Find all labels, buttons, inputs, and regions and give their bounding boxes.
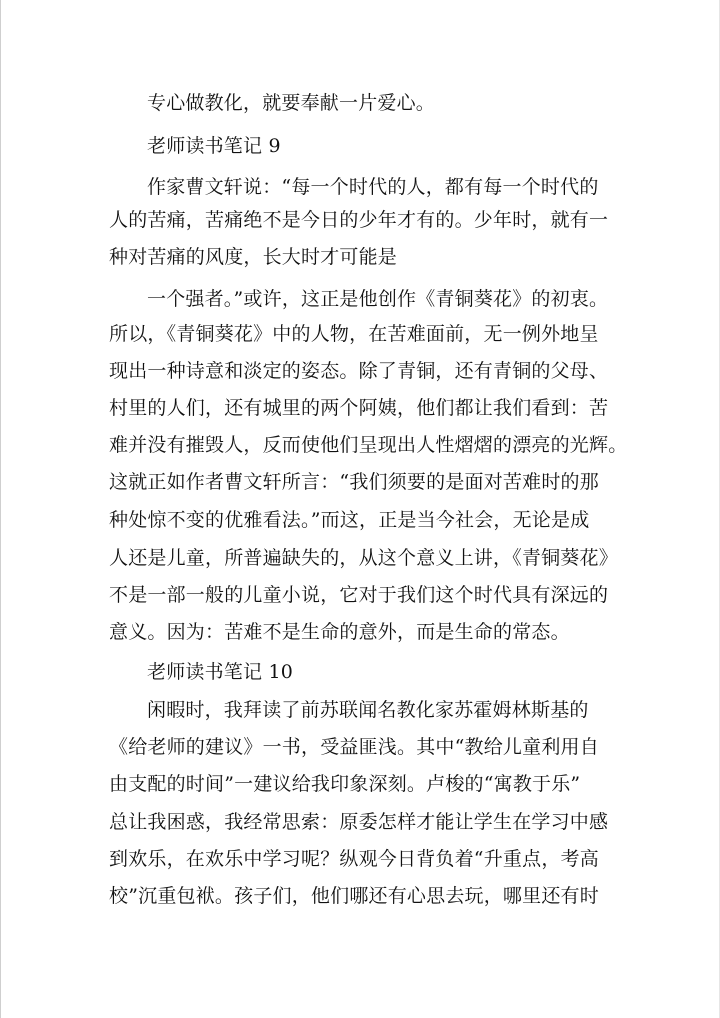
paragraph-line: 《给老师的建议》一书，受益匪浅。其中“教给儿童利用自: [109, 736, 599, 758]
paragraph-line: 所以，《青铜葵花》中的人物，在苦难面前，无一例外地呈: [109, 323, 599, 345]
page-edge-left: [0, 0, 1, 1018]
paragraph-line: 专心做教化，就要奉献一片爱心。: [147, 92, 436, 114]
paragraph-line: 不是一部一般的儿童小说，它对于我们这个时代具有深远的: [109, 584, 609, 606]
paragraph-line: 总让我困惑，我经常思索：原委怎样才能让学生在学习中感: [109, 811, 609, 833]
section-heading: 老师读书笔记 9: [147, 135, 281, 157]
paragraph-line: 人还是儿童，所普遍缺失的，从这个意义上讲，《青铜葵花》: [109, 547, 618, 569]
section-heading: 老师读书笔记 10: [147, 661, 294, 683]
paragraph-line: 到欢乐，在欢乐中学习呢？纵观今日背负着“升重点，考高: [109, 848, 599, 870]
paragraph-line: 作家曹文轩说：“每一个时代的人，都有每一个时代的: [147, 176, 599, 198]
paragraph-line: 由支配的时间”一建议给我印象深刻。卢梭的“寓教于乐”: [109, 773, 581, 795]
paragraph-line: 难并没有摧毁人，反而使他们呈现出人性熠熠的漂亮的光辉。: [109, 434, 628, 456]
paragraph-line: 种对苦痛的风度，长大时才可能是: [109, 246, 398, 268]
paragraph-line: 现出一种诗意和淡定的姿态。除了青铜，还有青铜的父母、: [109, 360, 609, 382]
paragraph-line: 意义。因为：苦难不是生命的意外，而是生命的常态。: [109, 621, 570, 643]
paragraph-line: 村里的人们，还有城里的两个阿姨，他们都让我们看到：苦: [109, 397, 609, 419]
paragraph-line: 人的苦痛，苦痛绝不是今日的少年才有的。少年时，就有一: [109, 209, 609, 231]
paragraph-line: 校”沉重包袱。孩子们，他们哪还有心思去玩，哪里还有时: [109, 885, 599, 907]
paragraph-line: 闲暇时，我拜读了前苏联闻名教化家苏霍姆林斯基的: [147, 699, 589, 721]
paragraph-line: 这就正如作者曹文轩所言：“我们须要的是面对苦难时的那: [109, 471, 599, 493]
paragraph-line: 一个强者。”或许，这正是他创作《青铜葵花》的初衷。: [147, 288, 609, 310]
paragraph-line: 种处惊不变的优雅看法。”而这，正是当今社会，无论是成: [109, 509, 590, 531]
